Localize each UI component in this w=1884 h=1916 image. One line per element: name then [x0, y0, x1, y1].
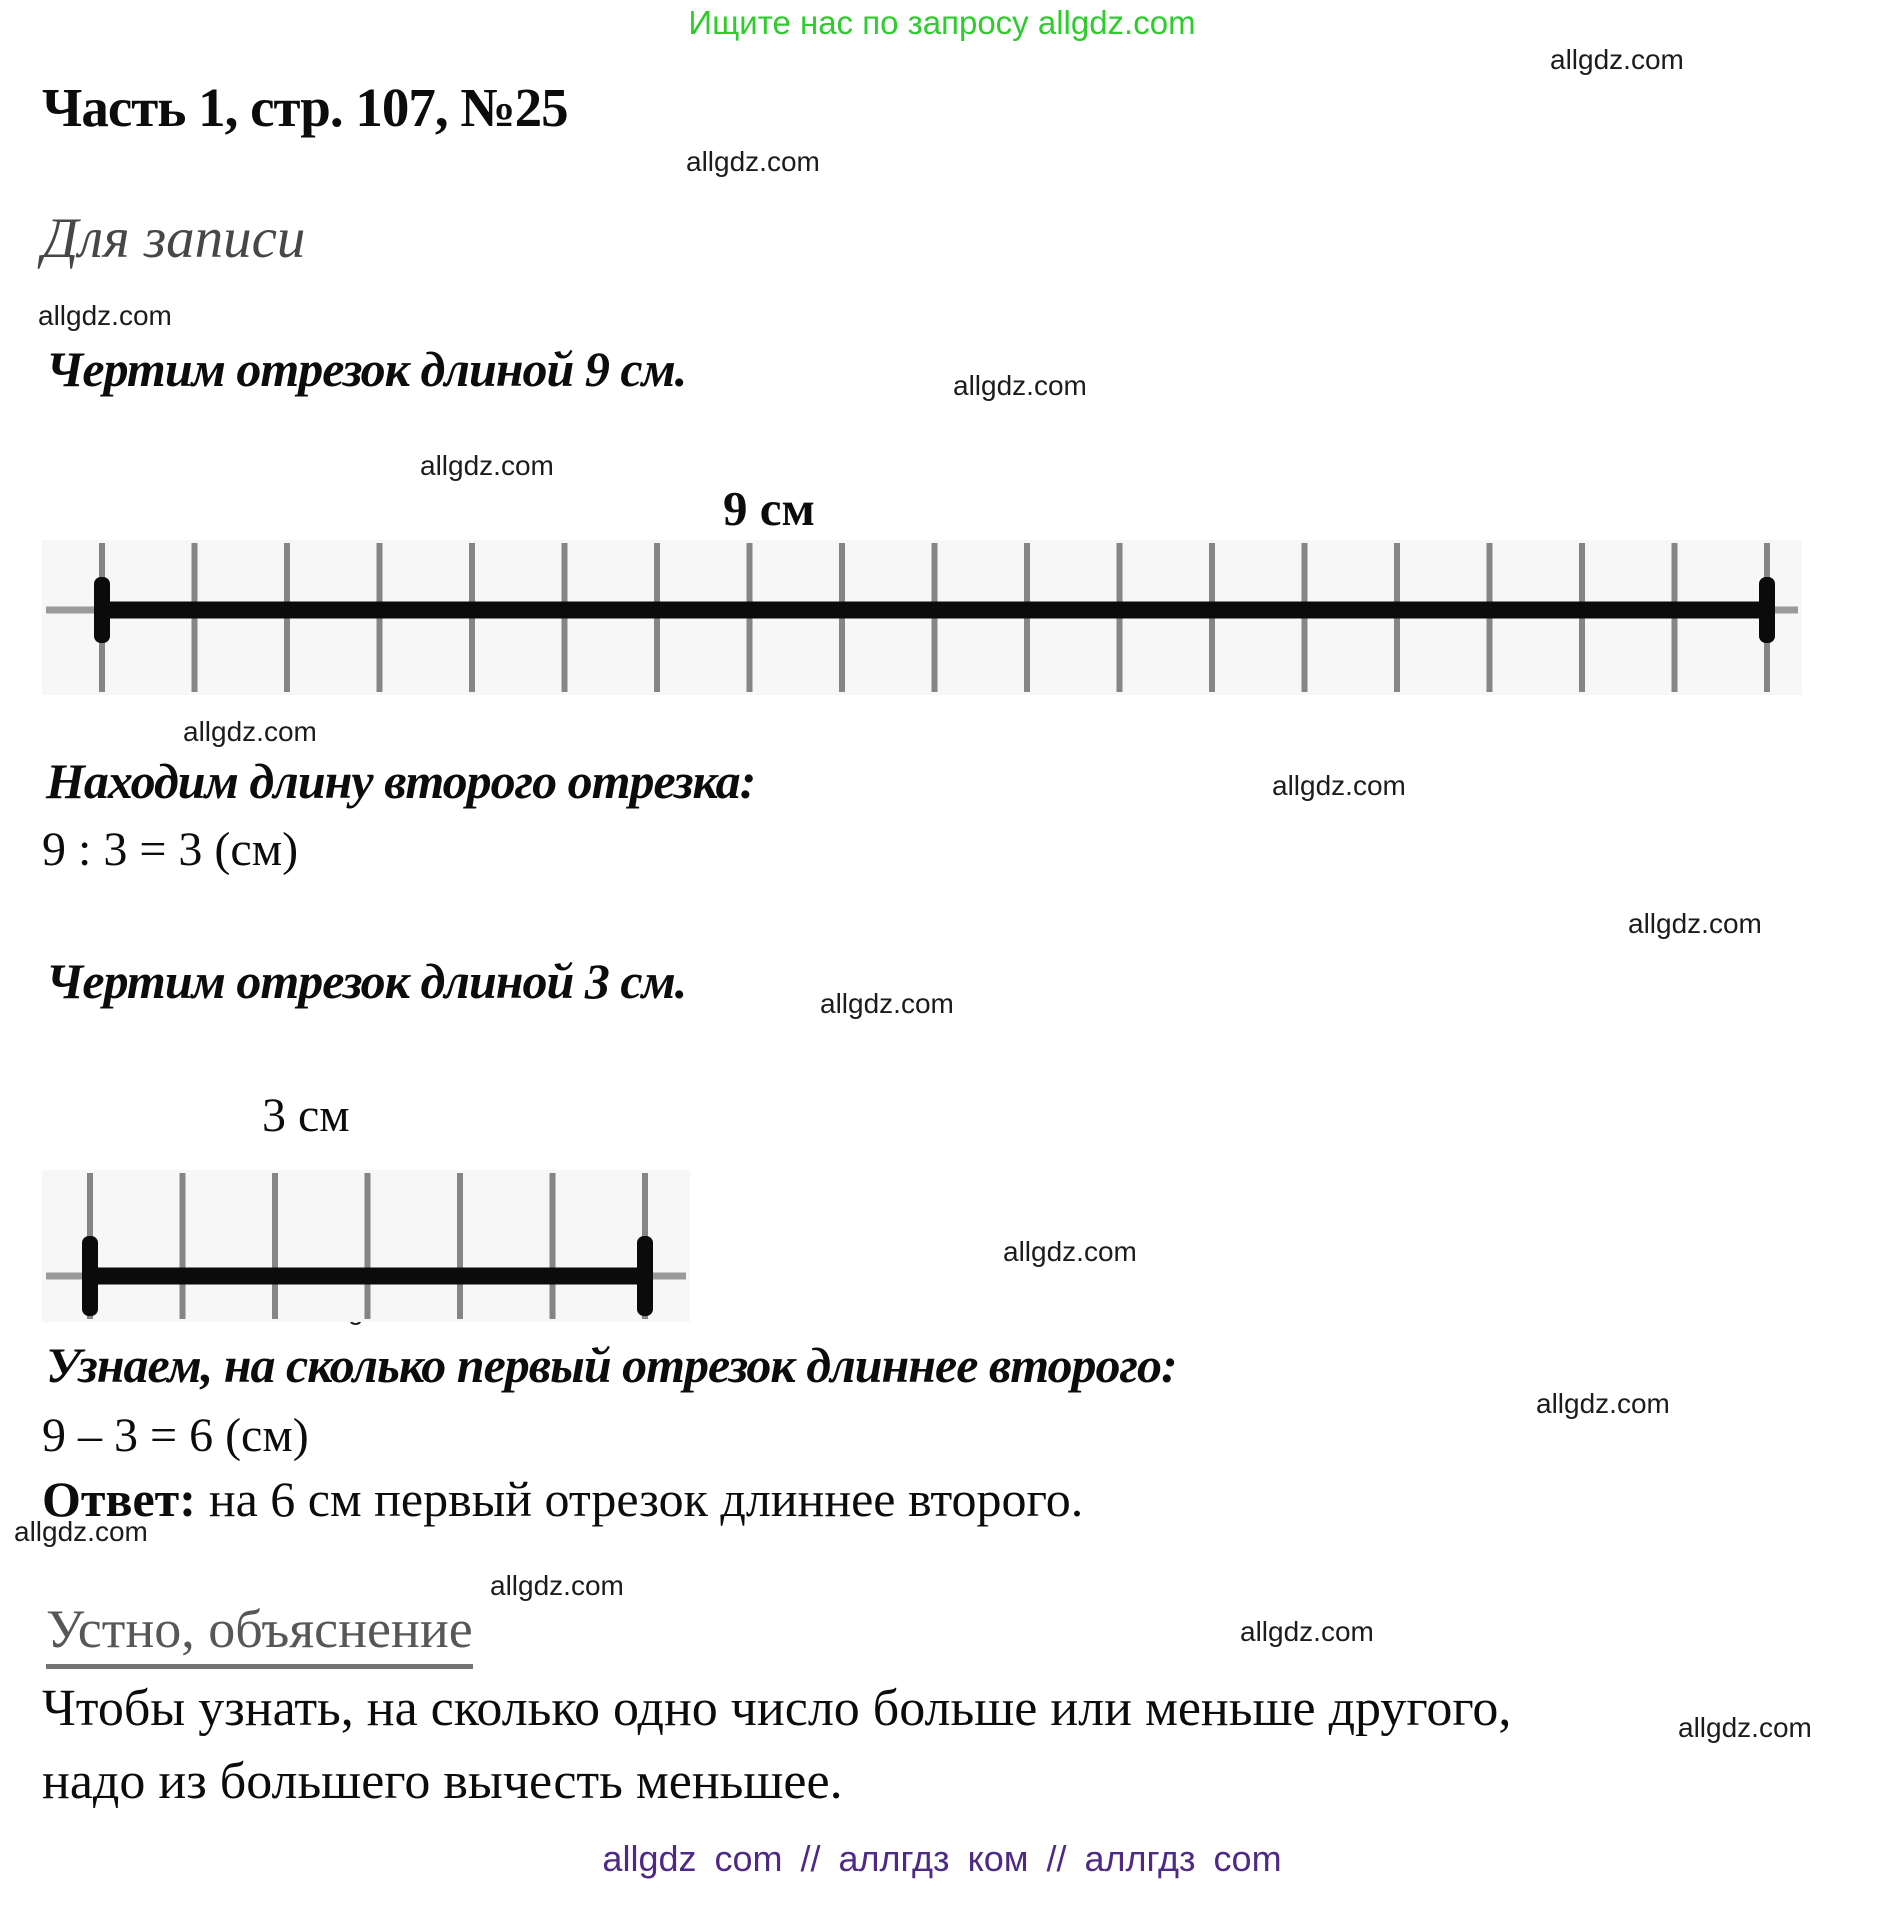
watermark: allgdz.com	[1628, 908, 1762, 939]
watermark: allgdz.com	[1272, 770, 1406, 801]
watermark: allgdz.com	[1003, 1236, 1137, 1267]
segment1-length-label: 9 см	[723, 481, 815, 536]
watermark: allgdz.com	[38, 300, 172, 331]
watermark: allgdz.com	[953, 370, 1087, 401]
step2-equation: 9 : 3 = 3 (см)	[42, 823, 299, 876]
step4-equation: 9 – 3 = 6 (см)	[42, 1409, 309, 1462]
footer-domains: allgdz com // аллгдз ком // аллгдз com	[602, 1838, 1282, 1879]
section-for-writing: Для записи	[42, 207, 306, 270]
step1-heading: Чертим отрезок длиной 9 см.	[46, 341, 687, 397]
watermark: allgdz.com	[1536, 1388, 1670, 1419]
watermark: allgdz.com	[686, 146, 820, 177]
explanation-paragraph	[42, 1672, 1511, 1818]
explanation-line2: надо из большего вычесть меньшее.	[42, 1753, 843, 1810]
step3-heading: Чертим отрезок длиной 3 см.	[46, 953, 687, 1009]
watermark: allgdz.com	[1678, 1712, 1812, 1743]
watermark: allgdz.com	[183, 716, 317, 747]
watermark: allgdz.com	[1550, 44, 1684, 75]
answer-label: Ответ:	[42, 1471, 196, 1527]
segment-diagram-3cm	[42, 1170, 690, 1322]
watermark: allgdz.com	[1240, 1616, 1374, 1647]
top-search-notice: Ищите нас по запросу allgdz.com	[688, 4, 1196, 41]
answer-line	[42, 1470, 1083, 1528]
step4-heading: Узнаем, на сколько первый отрезок длиннее второго:	[46, 1337, 1177, 1393]
watermark: allgdz.com	[420, 450, 554, 481]
page-title: Часть 1, стр. 107, №25	[42, 77, 568, 138]
answer-text: на 6 см первый отрезок длиннее второго.	[208, 1471, 1084, 1527]
explanation-line1: Чтобы узнать, на сколько одно число больше или меньше другого,	[42, 1680, 1512, 1737]
segment2-length-label: 3 см	[262, 1089, 350, 1142]
watermark: allgdz.com	[14, 1516, 148, 1547]
step2-heading: Находим длину второго отрезка:	[46, 753, 756, 809]
segment-diagram-9cm	[42, 540, 1802, 695]
watermark: allgdz.com	[320, 1294, 454, 1325]
watermark: allgdz.com	[490, 1570, 624, 1601]
watermark: allgdz.com	[820, 988, 954, 1019]
oral-explanation-heading: Устно, объяснение	[46, 1598, 473, 1669]
